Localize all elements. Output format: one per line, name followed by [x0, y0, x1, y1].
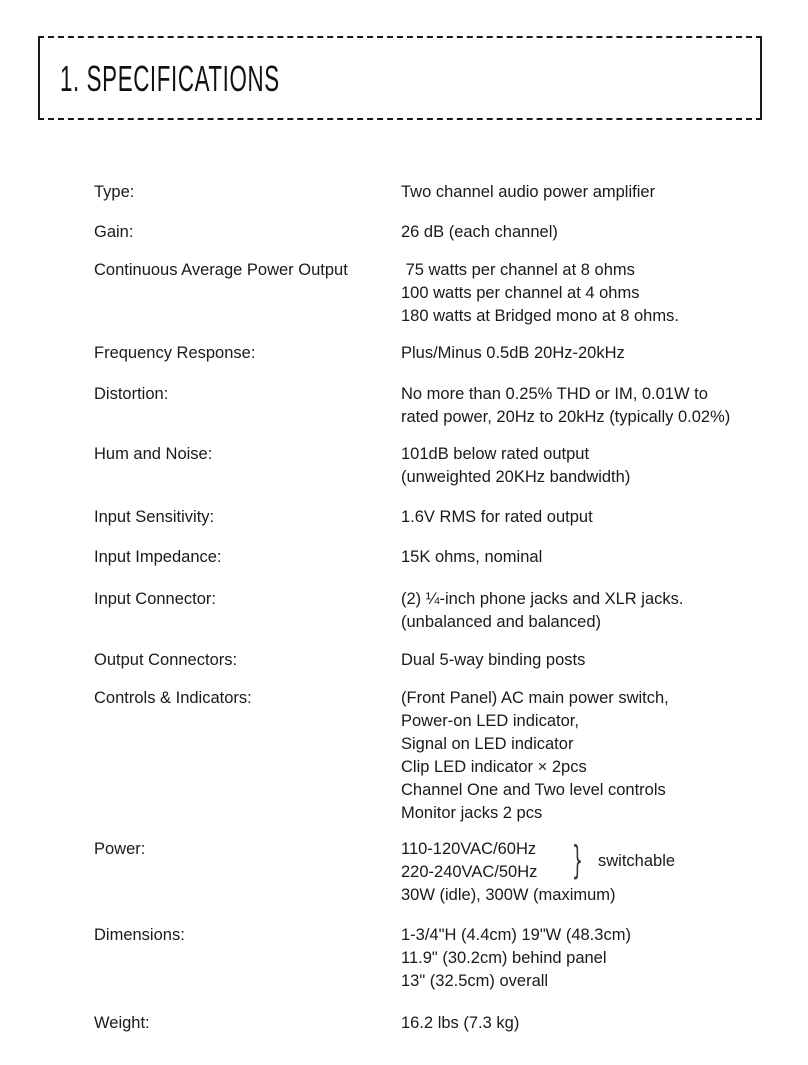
- spec-value: 101dB below rated output (unweighted 20KHz bandwidth): [401, 445, 631, 486]
- spec-label: Frequency Response:: [94, 344, 256, 362]
- section-header-box: [38, 36, 762, 120]
- spec-value: 16.2 lbs (7.3 kg): [401, 1014, 520, 1032]
- spec-value: 15K ohms, nominal: [401, 548, 543, 566]
- spec-label: Type:: [94, 183, 135, 201]
- spec-value: 26 dB (each channel): [401, 223, 558, 241]
- spec-value: Dual 5-way binding posts: [401, 651, 586, 669]
- spec-value: 1-3/4"H (4.4cm) 19"W (48.3cm) 11.9" (30.2cm) behind panel 13" (32.5cm) overall: [401, 926, 631, 990]
- brace-icon: }: [572, 838, 583, 882]
- spec-value: 75 watts per channel at 8 ohms 100 watts per channel at 4 ohms 180 watts at Bridged mono at 8 ohms.: [401, 261, 679, 325]
- spec-value: 110-120VAC/60Hz 220-240VAC/50Hz 30W (idle), 300W (maximum): [401, 840, 616, 904]
- section-title: 1. SPECIFICATIONS: [60, 58, 280, 99]
- spec-label: Continuous Average Power Output: [94, 261, 348, 279]
- spec-label: Gain:: [94, 223, 134, 241]
- spec-label: Distortion:: [94, 385, 169, 403]
- spec-value: 1.6V RMS for rated output: [401, 508, 593, 526]
- spec-label: Input Sensitivity:: [94, 508, 215, 526]
- spec-value: No more than 0.25% THD or IM, 0.01W to rated power, 20Hz to 20kHz (typically 0.02%): [401, 385, 731, 426]
- spec-value: (2) ¼-inch phone jacks and XLR jacks. (unbalanced and balanced): [401, 590, 684, 631]
- spec-label: Hum and Noise:: [94, 445, 213, 463]
- spec-value: Two channel audio power amplifier: [401, 183, 656, 201]
- spec-label: Power:: [94, 840, 146, 858]
- spec-label: Controls & Indicators:: [94, 689, 252, 707]
- spec-label: Weight:: [94, 1014, 150, 1032]
- spec-label: Dimensions:: [94, 926, 185, 944]
- spec-value: (Front Panel) AC main power switch, Power-on LED indicator, Signal on LED indicator Clip LED indicator × 2pcs Channel One and Two level controls Monitor jacks 2 pcs: [401, 689, 669, 822]
- spec-label: Input Connector:: [94, 590, 216, 608]
- spec-label: Input Impedance:: [94, 548, 222, 566]
- spec-label: Output Connectors:: [94, 651, 238, 669]
- spec-value: Plus/Minus 0.5dB 20Hz-20kHz: [401, 344, 625, 362]
- switchable-note: switchable: [598, 852, 676, 870]
